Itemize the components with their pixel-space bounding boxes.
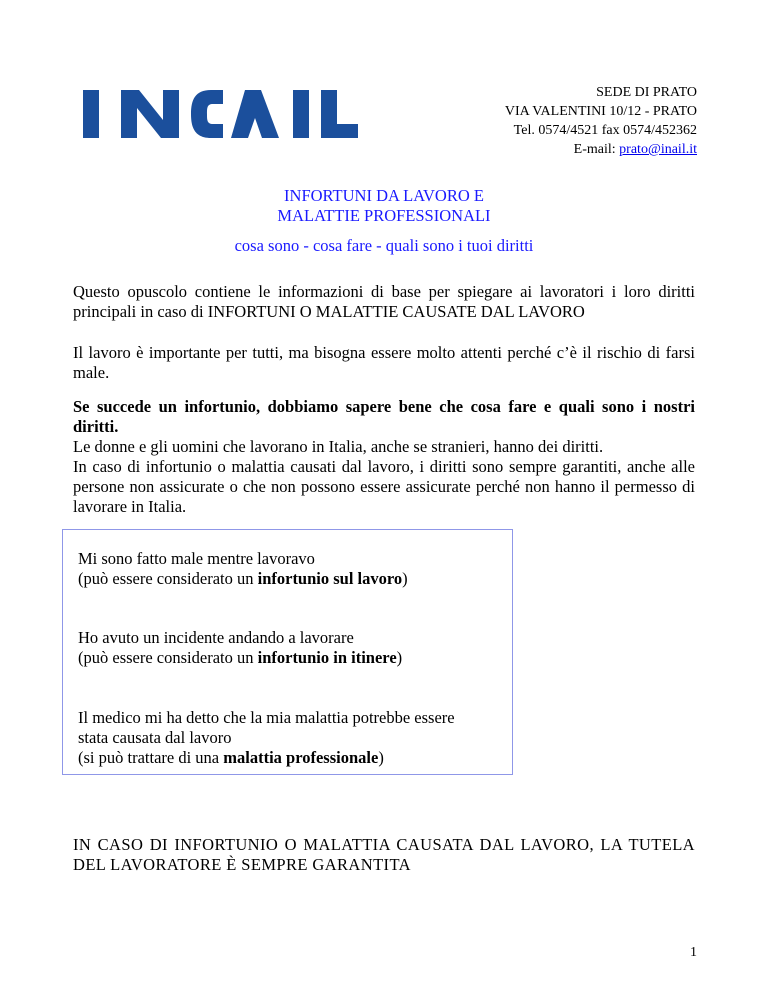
case-explanation bbox=[78, 648, 508, 668]
importance-paragraph: Il lavoro è importante per tutti, ma bisogna essere molto attenti perché c’è il rischio di farsi male. bbox=[73, 343, 695, 382]
title-line-2: MALATTIE PROFESSIONALI bbox=[277, 206, 491, 225]
case-type-label: malattia professionale bbox=[223, 748, 379, 767]
rights-heading: Se succede un infortunio, dobbiamo sapere bene che cosa fare e quali sono i nostri diritti. bbox=[73, 397, 695, 436]
case-explanation-text: (si può trattare di una bbox=[78, 748, 224, 767]
office-email-line bbox=[505, 140, 697, 159]
case-statement: Mi sono fatto male mentre lavoravo bbox=[78, 549, 315, 568]
office-contact-block bbox=[505, 83, 697, 159]
office-address: VIA VALENTINI 10/12 - PRATO bbox=[504, 104, 697, 119]
case-explanation-text: (può essere considerato un bbox=[78, 648, 258, 667]
case-statement: Ho avuto un incidente andando a lavorare bbox=[78, 628, 354, 647]
case-type-label: infortunio sul lavoro bbox=[257, 569, 403, 588]
rights-line-guarantee: In caso di infortunio o malattia causati dal lavoro, i diritti sono sempre garantiti, anche alle persone non assicurate o che non possono essere assicurate perché non hanno il permesso di lavorare in Italia. bbox=[73, 457, 695, 516]
cases-box bbox=[62, 529, 513, 775]
document-subtitle: cosa sono - cosa fare - quali sono i tuoi diritti bbox=[234, 236, 534, 255]
email-link[interactable]: prato@inail.it bbox=[619, 142, 697, 157]
case-explanation-end: ) bbox=[396, 648, 403, 667]
case-type-label: infortunio in itinere bbox=[257, 648, 397, 667]
case-explanation-end: ) bbox=[378, 748, 384, 767]
case-explanation bbox=[78, 569, 508, 589]
case-explanation bbox=[78, 748, 508, 768]
intro-paragraph: Questo opuscolo contiene le informazioni di base per spiegare ai lavoratori i loro diritti principali in caso di INFORTUNI O MALATTIE CAUSATE DAL LAVORO bbox=[73, 282, 695, 321]
case-work-injury bbox=[78, 549, 508, 589]
inail-logo bbox=[83, 88, 358, 140]
office-name: SEDE DI PRATO bbox=[596, 85, 697, 100]
rights-line-workers: Le donne e gli uomini che lavorano in Italia, anche se stranieri, hanno dei diritti. bbox=[73, 437, 604, 456]
case-commute-injury bbox=[78, 628, 508, 668]
case-occupational-disease bbox=[78, 708, 508, 768]
office-phone-fax: Tel. 0574/4521 fax 0574/452362 bbox=[513, 123, 697, 138]
rights-paragraph bbox=[73, 397, 695, 517]
email-label: E-mail: bbox=[573, 142, 620, 157]
case-explanation-end: ) bbox=[402, 569, 408, 588]
case-statement: Il medico mi ha detto che la mia malattia potrebbe essere bbox=[78, 708, 455, 727]
protection-guaranteed-note: IN CASO DI INFORTUNIO O MALATTIA CAUSATA DAL LAVORO, LA TUTELA DEL LAVORATORE È SEMPRE GARANTITA bbox=[73, 835, 695, 874]
case-statement-continued: stata causata dal lavoro bbox=[78, 728, 232, 747]
title-line-1: INFORTUNI DA LAVORO E bbox=[284, 186, 484, 205]
case-explanation-text: (può essere considerato un bbox=[78, 569, 258, 588]
page-number: 1 bbox=[690, 945, 697, 960]
document-title bbox=[0, 186, 768, 226]
